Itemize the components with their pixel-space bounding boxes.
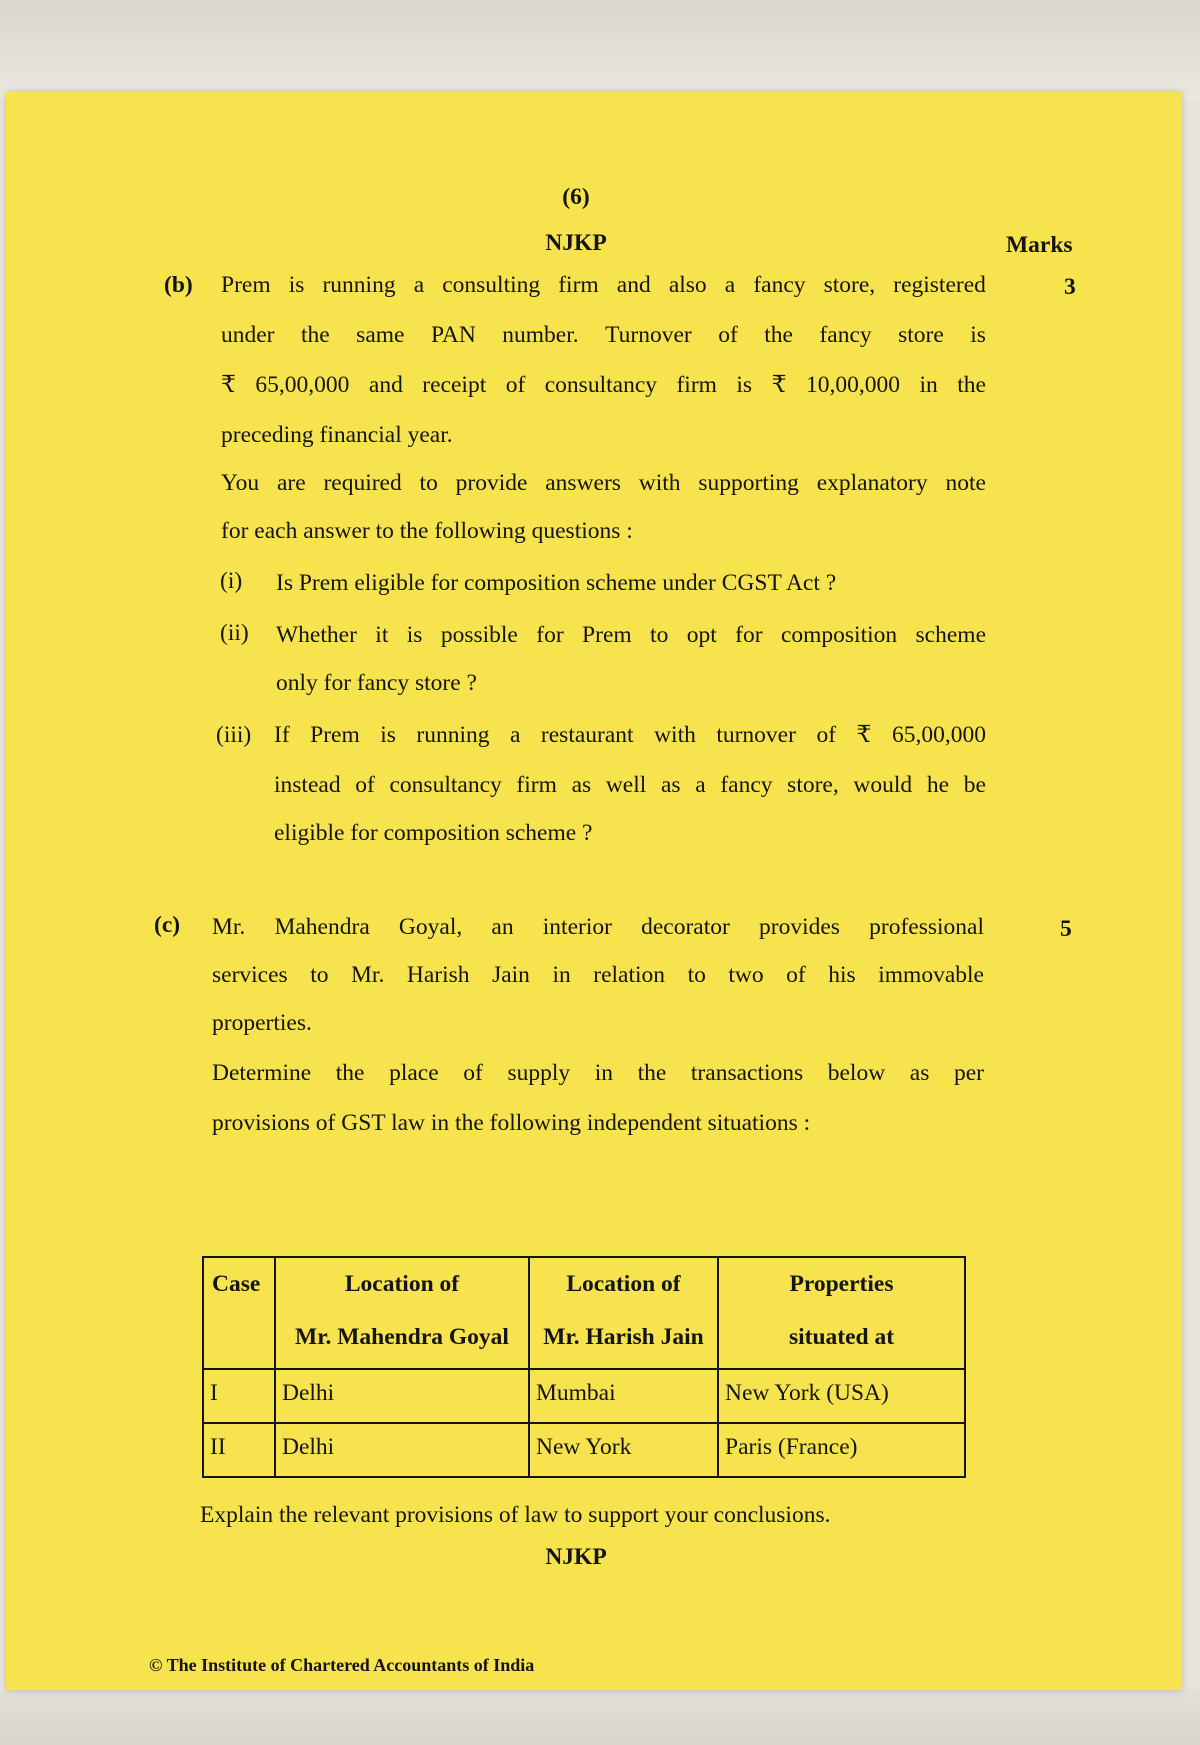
- marks-heading: Marks: [1006, 232, 1073, 258]
- header-property-location: [718, 1257, 965, 1369]
- question-b-text-line: ₹ 65,00,000 and receipt of consultancy firm is ₹ 10,00,000 in the: [221, 372, 986, 398]
- question-b-text-line: preceding financial year.: [221, 422, 453, 448]
- sub-question-text: Is Prem eligible for composition scheme under CGST Act ?: [276, 570, 837, 596]
- sub-question-text: Whether it is possible for Prem to opt for composition scheme: [276, 622, 986, 648]
- table-row: [203, 1369, 965, 1423]
- cell-property-location: New York (USA): [718, 1369, 965, 1423]
- scan-background-top: [0, 0, 1200, 100]
- copyright-footer: © The Institute of Chartered Accountants of India: [149, 1655, 535, 1675]
- sub-question-text: instead of consultancy firm as well as a fancy store, would he be: [274, 772, 986, 798]
- question-b-instruction-line: You are required to provide answers with supporting explanatory note: [221, 470, 986, 496]
- question-c-marks: 5: [1060, 916, 1072, 942]
- paper-code-top: NJKP: [545, 230, 607, 256]
- question-b-instruction-line: for each answer to the following questions :: [221, 518, 633, 544]
- exam-page: [6, 92, 1182, 1690]
- header-line: Mr. Mahendra Goyal: [295, 1324, 509, 1350]
- question-c-text-line: services to Mr. Harish Jain in relation to two of his immovable: [212, 962, 984, 988]
- question-c-text-line: properties.: [212, 1010, 312, 1036]
- question-c-closing: Explain the relevant provisions of law to support your conclusions.: [200, 1502, 831, 1528]
- sub-question-text: only for fancy store ?: [276, 670, 477, 696]
- header-line: situated at: [788, 1324, 895, 1350]
- question-c-instruction-line: provisions of GST law in the following independent situations :: [212, 1110, 811, 1136]
- header-line: Properties: [789, 1271, 894, 1297]
- place-of-supply-table: [202, 1256, 966, 1478]
- question-c-text-line: Mr. Mahendra Goyal, an interior decorator provides professional: [212, 914, 984, 940]
- sub-question-number: (iii): [216, 722, 252, 748]
- table-header-row: [203, 1257, 965, 1369]
- page-number: (6): [562, 184, 590, 210]
- question-c-label: (c): [154, 912, 181, 938]
- header-case: Case: [203, 1257, 275, 1369]
- header-line: Location of: [566, 1271, 681, 1297]
- cell-recipient-location: Mumbai: [529, 1369, 718, 1423]
- table-row: [203, 1423, 965, 1477]
- header-line: Mr. Harish Jain: [543, 1324, 704, 1350]
- header-recipient-location: [529, 1257, 718, 1369]
- cell-case: II: [203, 1423, 275, 1477]
- header-line: Location of: [344, 1271, 460, 1297]
- sub-question-number: (i): [220, 568, 243, 594]
- paper-code-bottom: NJKP: [545, 1544, 607, 1570]
- question-c-instruction-line: Determine the place of supply in the transactions below as per: [212, 1060, 984, 1086]
- sub-question-text: If Prem is running a restaurant with turnover of ₹ 65,00,000: [274, 722, 986, 748]
- cell-property-location: Paris (France): [718, 1423, 965, 1477]
- question-b-label: (b): [164, 272, 193, 298]
- sub-question-number: (ii): [220, 620, 249, 646]
- cell-supplier-location: Delhi: [275, 1369, 529, 1423]
- question-b-text-line: under the same PAN number. Turnover of the fancy store is: [221, 322, 986, 348]
- cell-supplier-location: Delhi: [275, 1423, 529, 1477]
- question-b-marks: 3: [1064, 274, 1076, 300]
- header-supplier-location: [275, 1257, 529, 1369]
- scan-background-bottom: [0, 1690, 1200, 1745]
- sub-question-text: eligible for composition scheme ?: [274, 820, 593, 846]
- cell-case: I: [203, 1369, 275, 1423]
- cell-recipient-location: New York: [529, 1423, 718, 1477]
- question-b-text-line: Prem is running a consulting firm and also a fancy store, registered: [221, 272, 986, 298]
